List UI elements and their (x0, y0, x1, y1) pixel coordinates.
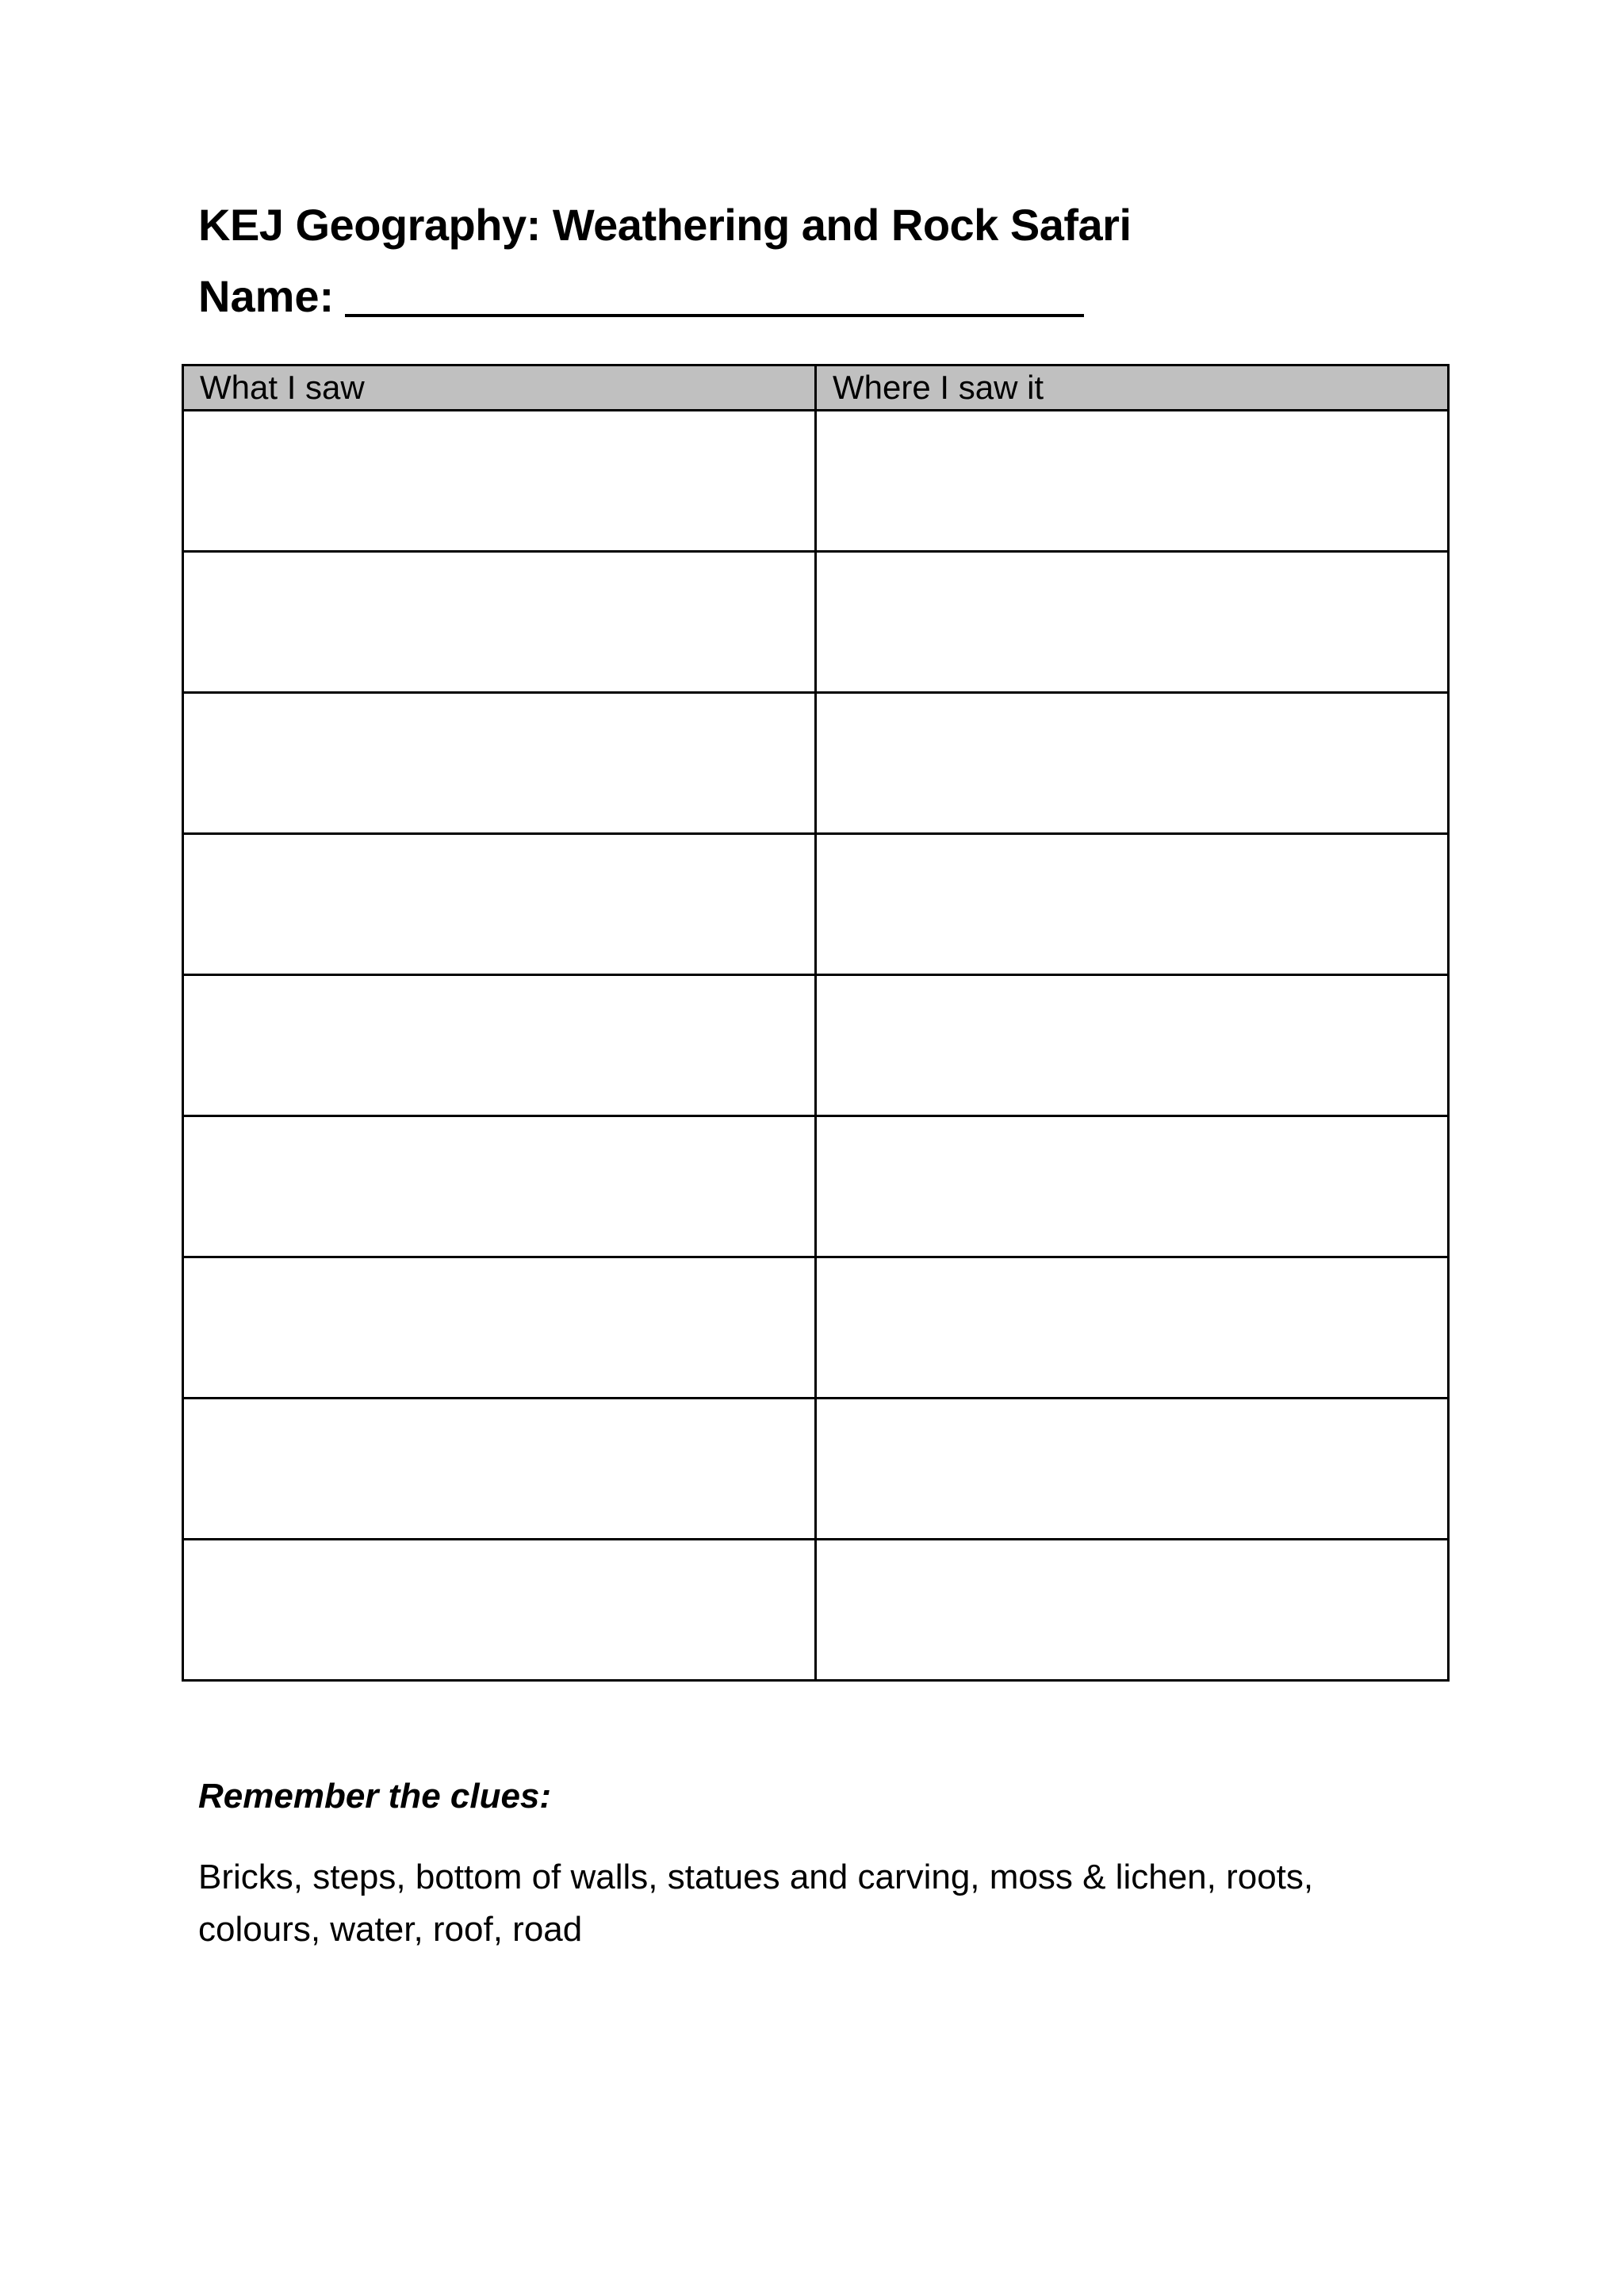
what-i-saw-cell[interactable] (183, 1257, 816, 1399)
table-header-row (183, 365, 1449, 411)
what-i-saw-cell[interactable] (183, 834, 816, 975)
where-i-saw-it-cell[interactable] (816, 1116, 1449, 1257)
name-blank-line[interactable] (345, 314, 1084, 317)
table-row (183, 834, 1449, 975)
where-i-saw-it-cell[interactable] (816, 975, 1449, 1116)
what-i-saw-cell[interactable] (183, 411, 816, 552)
clues-list: Bricks, steps, bottom of walls, statues and carving, moss & lichen, roots, colours, water, roof, road (198, 1858, 1314, 1949)
what-i-saw-cell[interactable] (183, 975, 816, 1116)
where-i-saw-it-cell[interactable] (816, 1399, 1449, 1540)
what-i-saw-cell[interactable] (183, 693, 816, 834)
what-i-saw-cell[interactable] (183, 1116, 816, 1257)
column-header-where-i-saw-it: Where I saw it (816, 365, 1449, 411)
where-i-saw-it-cell[interactable] (816, 552, 1449, 693)
table-row (183, 693, 1449, 834)
name-row (198, 270, 1084, 323)
table-row (183, 975, 1449, 1116)
table-row (183, 1116, 1449, 1257)
where-i-saw-it-cell[interactable] (816, 693, 1449, 834)
clues-heading: Remember the clues: (198, 1777, 552, 1816)
what-i-saw-cell[interactable] (183, 1540, 816, 1681)
where-i-saw-it-cell[interactable] (816, 1540, 1449, 1681)
column-header-what-i-saw: What I saw (183, 365, 816, 411)
table-row (183, 1257, 1449, 1399)
page-title: KEJ Geography: Weathering and Rock Safari (198, 200, 1132, 250)
where-i-saw-it-cell[interactable] (816, 1257, 1449, 1399)
table-row (183, 1399, 1449, 1540)
table-row (183, 1540, 1449, 1681)
where-i-saw-it-cell[interactable] (816, 834, 1449, 975)
what-i-saw-cell[interactable] (183, 1399, 816, 1540)
table-row (183, 411, 1449, 552)
safari-table (182, 364, 1450, 1682)
what-i-saw-cell[interactable] (183, 552, 816, 693)
where-i-saw-it-cell[interactable] (816, 411, 1449, 552)
name-label: Name: (198, 271, 335, 321)
table-row (183, 552, 1449, 693)
